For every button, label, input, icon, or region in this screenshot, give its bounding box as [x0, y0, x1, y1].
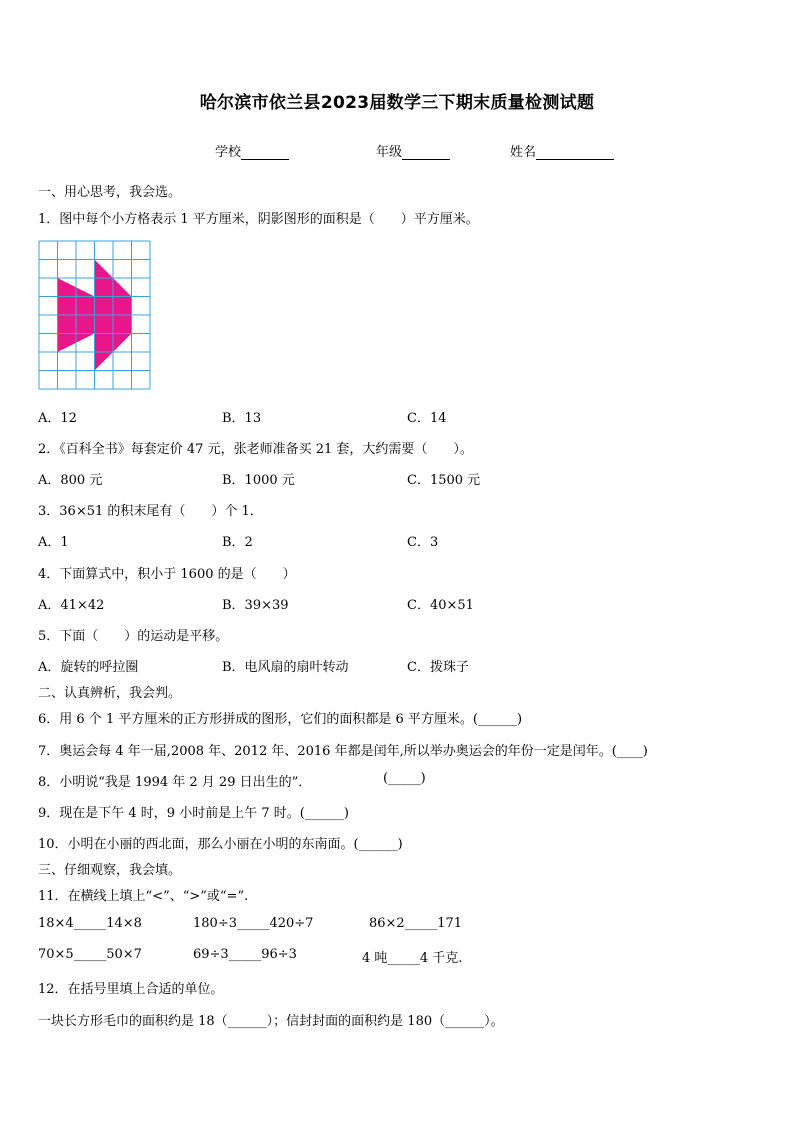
grade-blank[interactable] [402, 145, 450, 160]
question-3: 3．36×51 的积末尾有（ ）个 1． [38, 504, 263, 519]
q11-item[interactable]: 86×2_____171 [369, 916, 463, 931]
q1-option-c[interactable]: C．14 [407, 411, 447, 426]
q5-option-a[interactable]: A．旋转的呼拉圈 [38, 660, 139, 675]
q4-option-b[interactable]: B．39×39 [222, 598, 289, 613]
q5-option-c[interactable]: C．拨珠子 [407, 660, 469, 675]
section-3-heading: 三、仔细观察，我会填。 [38, 863, 182, 878]
section-2-heading: 二、认真辨析，我会判。 [38, 686, 182, 701]
q11-item[interactable]: 18×4_____14×8 [38, 916, 142, 931]
q3-option-c[interactable]: C．3 [407, 535, 439, 550]
section-1-heading: 一、用心思考，我会选。 [38, 185, 182, 200]
question-8: 8．小明说“我是 1994 年 2 月 29 日出生的”． [38, 775, 312, 790]
school-label: 学校 [215, 145, 242, 160]
q11-item[interactable]: 180÷3_____420÷7 [193, 916, 314, 931]
name-blank[interactable] [536, 145, 614, 160]
q2-option-a[interactable]: A．800 元 [38, 473, 103, 488]
grid-figure [38, 240, 152, 390]
q1-option-b[interactable]: B．13 [222, 411, 262, 426]
grade-field [376, 141, 450, 160]
page-title: 哈尔滨市依兰县2023届数学三下期末质量检测试题 [199, 93, 595, 113]
q2-option-b[interactable]: B．1000 元 [222, 473, 295, 488]
question-5: 5．下面（ ）的运动是平移。 [38, 629, 229, 644]
question-9: 9．现在是下午 4 时，9 小时前是上午 7 时。(______) [38, 806, 349, 821]
question-11: 11．在横线上填上“<”、“>”或“=”. [38, 889, 249, 904]
question-6: 6．用 6 个 1 平方厘米的正方形拼成的图形，它们的面积都是 6 平方厘米。(______) [38, 712, 523, 727]
q4-option-a[interactable]: A．41×42 [38, 598, 105, 613]
q4-option-c[interactable]: C．40×51 [407, 598, 474, 613]
question-12-text[interactable]: 一块长方形毛巾的面积约是 18（______）；信封封面的面积约是 180（______）。 [38, 1014, 504, 1029]
question-8-blank[interactable]: (_____) [383, 771, 426, 786]
name-label: 姓名 [510, 145, 537, 160]
q3-option-a[interactable]: A．1 [38, 535, 69, 550]
name-field [510, 141, 614, 160]
q3-option-b[interactable]: B．2 [222, 535, 253, 550]
question-7: 7．奥运会每 4 年一届,2008 年、2012 年、2016 年都是闰年,所以举办奥运会的年份一定是闰年。(____) [38, 744, 648, 759]
school-blank[interactable] [241, 145, 289, 160]
question-4: 4．下面算式中，积小于 1600 的是（ ） [38, 567, 296, 582]
q11-item[interactable]: 69÷3_____96÷3 [193, 947, 297, 962]
q2-option-c[interactable]: C．1500 元 [407, 473, 481, 488]
school-field [215, 141, 289, 160]
question-2: 2．《百科全书》每套定价 47 元，张老师准备买 21 套，大约需要（ ）。 [38, 442, 473, 457]
grade-label: 年级 [376, 145, 403, 160]
q11-item[interactable]: 4 吨_____4 千克. [362, 951, 463, 966]
question-10: 10．小明在小丽的西北面，那么小丽在小明的东南面。(______) [38, 837, 403, 852]
question-1: 1．图中每个小方格表示 1 平方厘米，阴影图形的面积是（ ）平方厘米。 [38, 212, 479, 227]
question-12: 12．在括号里填上合适的单位。 [38, 982, 224, 997]
q11-item[interactable]: 70×5_____50×7 [38, 947, 142, 962]
q1-option-a[interactable]: A．12 [38, 411, 77, 426]
area-figure [38, 240, 152, 394]
q5-option-b[interactable]: B．电风扇的扇叶转动 [222, 660, 349, 675]
